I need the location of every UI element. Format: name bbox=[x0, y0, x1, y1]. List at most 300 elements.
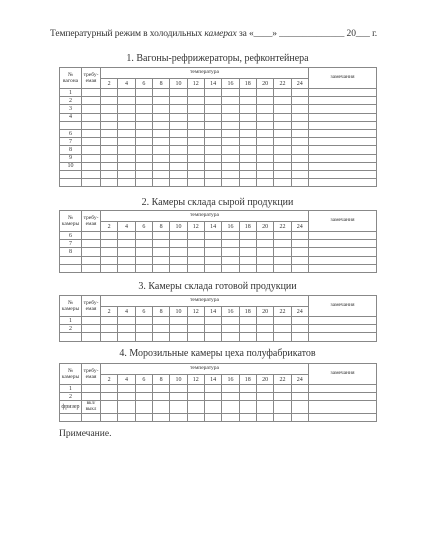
temp-reading-cell[interactable] bbox=[204, 113, 221, 121]
temp-reading-cell[interactable] bbox=[101, 179, 118, 187]
temp-reading-cell[interactable] bbox=[274, 413, 291, 421]
temp-reading-cell[interactable] bbox=[187, 256, 204, 264]
required-temp-cell[interactable] bbox=[82, 97, 101, 105]
temp-reading-cell[interactable] bbox=[291, 170, 308, 178]
temp-reading-cell[interactable] bbox=[152, 248, 169, 256]
temp-reading-cell[interactable] bbox=[256, 89, 273, 97]
temp-reading-cell[interactable] bbox=[239, 89, 256, 97]
remarks-cell[interactable] bbox=[308, 105, 376, 113]
temp-reading-cell[interactable] bbox=[101, 121, 118, 129]
temp-reading-cell[interactable] bbox=[152, 105, 169, 113]
temp-reading-cell[interactable] bbox=[101, 89, 118, 97]
temp-reading-cell[interactable] bbox=[291, 89, 308, 97]
temp-reading-cell[interactable] bbox=[256, 162, 273, 170]
temp-reading-cell[interactable] bbox=[118, 413, 135, 421]
temp-reading-cell[interactable] bbox=[222, 413, 239, 421]
temp-reading-cell[interactable] bbox=[256, 113, 273, 121]
temp-reading-cell[interactable] bbox=[222, 154, 239, 162]
remarks-cell[interactable] bbox=[308, 256, 376, 264]
temp-reading-cell[interactable] bbox=[170, 105, 187, 113]
temp-reading-cell[interactable] bbox=[152, 170, 169, 178]
remarks-cell[interactable] bbox=[308, 97, 376, 105]
temp-reading-cell[interactable] bbox=[239, 325, 256, 333]
temp-reading-cell[interactable] bbox=[187, 240, 204, 248]
temp-reading-cell[interactable] bbox=[274, 256, 291, 264]
temp-reading-cell[interactable] bbox=[152, 146, 169, 154]
temp-reading-cell[interactable] bbox=[204, 393, 221, 401]
temp-reading-cell[interactable] bbox=[152, 317, 169, 325]
temp-reading-cell[interactable] bbox=[222, 146, 239, 154]
required-temp-cell[interactable] bbox=[82, 256, 101, 264]
temp-reading-cell[interactable] bbox=[256, 248, 273, 256]
required-temp-cell[interactable] bbox=[82, 105, 101, 113]
temp-reading-cell[interactable] bbox=[170, 248, 187, 256]
temp-reading-cell[interactable] bbox=[256, 121, 273, 129]
temp-reading-cell[interactable] bbox=[256, 232, 273, 240]
temp-reading-cell[interactable] bbox=[239, 232, 256, 240]
temp-reading-cell[interactable] bbox=[152, 179, 169, 187]
temp-reading-cell[interactable] bbox=[101, 170, 118, 178]
temp-reading-cell[interactable] bbox=[291, 121, 308, 129]
temp-reading-cell[interactable] bbox=[239, 154, 256, 162]
temp-reading-cell[interactable] bbox=[152, 138, 169, 146]
temp-reading-cell[interactable] bbox=[101, 129, 118, 137]
required-temp-cell[interactable] bbox=[82, 333, 101, 341]
temp-reading-cell[interactable] bbox=[222, 105, 239, 113]
temp-reading-cell[interactable] bbox=[291, 232, 308, 240]
temp-reading-cell[interactable] bbox=[204, 240, 221, 248]
required-temp-cell[interactable] bbox=[82, 264, 101, 272]
temp-reading-cell[interactable] bbox=[152, 401, 169, 414]
remarks-cell[interactable] bbox=[308, 264, 376, 272]
temp-reading-cell[interactable] bbox=[101, 232, 118, 240]
temp-reading-cell[interactable] bbox=[222, 97, 239, 105]
temp-reading-cell[interactable] bbox=[118, 162, 135, 170]
temp-reading-cell[interactable] bbox=[152, 154, 169, 162]
temp-reading-cell[interactable] bbox=[239, 121, 256, 129]
temp-reading-cell[interactable] bbox=[187, 154, 204, 162]
temp-reading-cell[interactable] bbox=[118, 146, 135, 154]
temp-reading-cell[interactable] bbox=[204, 317, 221, 325]
temp-reading-cell[interactable] bbox=[291, 113, 308, 121]
temp-reading-cell[interactable] bbox=[256, 105, 273, 113]
remarks-cell[interactable] bbox=[308, 333, 376, 341]
temp-reading-cell[interactable] bbox=[256, 393, 273, 401]
temp-reading-cell[interactable] bbox=[239, 317, 256, 325]
required-temp-cell[interactable] bbox=[82, 240, 101, 248]
temp-reading-cell[interactable] bbox=[135, 232, 152, 240]
temp-reading-cell[interactable] bbox=[170, 385, 187, 393]
temp-reading-cell[interactable] bbox=[187, 162, 204, 170]
temp-reading-cell[interactable] bbox=[170, 121, 187, 129]
temp-reading-cell[interactable] bbox=[152, 240, 169, 248]
required-temp-cell[interactable] bbox=[82, 413, 101, 421]
required-temp-cell[interactable] bbox=[82, 162, 101, 170]
temp-reading-cell[interactable] bbox=[222, 385, 239, 393]
temp-reading-cell[interactable] bbox=[187, 121, 204, 129]
temp-reading-cell[interactable] bbox=[274, 138, 291, 146]
temp-reading-cell[interactable] bbox=[170, 232, 187, 240]
temp-reading-cell[interactable] bbox=[101, 401, 118, 414]
temp-reading-cell[interactable] bbox=[291, 393, 308, 401]
temp-reading-cell[interactable] bbox=[118, 89, 135, 97]
temp-reading-cell[interactable] bbox=[135, 317, 152, 325]
temp-reading-cell[interactable] bbox=[101, 317, 118, 325]
remarks-cell[interactable] bbox=[308, 317, 376, 325]
temp-reading-cell[interactable] bbox=[239, 113, 256, 121]
temp-reading-cell[interactable] bbox=[152, 264, 169, 272]
temp-reading-cell[interactable] bbox=[101, 248, 118, 256]
temp-reading-cell[interactable] bbox=[170, 325, 187, 333]
temp-reading-cell[interactable] bbox=[256, 170, 273, 178]
temp-reading-cell[interactable] bbox=[239, 401, 256, 414]
temp-reading-cell[interactable] bbox=[204, 146, 221, 154]
temp-reading-cell[interactable] bbox=[101, 240, 118, 248]
temp-reading-cell[interactable] bbox=[204, 129, 221, 137]
temp-reading-cell[interactable] bbox=[239, 413, 256, 421]
temp-reading-cell[interactable] bbox=[170, 138, 187, 146]
temp-reading-cell[interactable] bbox=[222, 325, 239, 333]
temp-reading-cell[interactable] bbox=[118, 154, 135, 162]
temp-reading-cell[interactable] bbox=[187, 105, 204, 113]
temp-reading-cell[interactable] bbox=[101, 264, 118, 272]
temp-reading-cell[interactable] bbox=[170, 179, 187, 187]
temp-reading-cell[interactable] bbox=[204, 89, 221, 97]
temp-reading-cell[interactable] bbox=[239, 179, 256, 187]
temp-reading-cell[interactable] bbox=[118, 170, 135, 178]
temp-reading-cell[interactable] bbox=[135, 240, 152, 248]
temp-reading-cell[interactable] bbox=[204, 232, 221, 240]
temp-reading-cell[interactable] bbox=[274, 154, 291, 162]
temp-reading-cell[interactable] bbox=[152, 413, 169, 421]
temp-reading-cell[interactable] bbox=[170, 240, 187, 248]
required-temp-cell[interactable] bbox=[82, 146, 101, 154]
temp-reading-cell[interactable] bbox=[187, 179, 204, 187]
temp-reading-cell[interactable] bbox=[204, 179, 221, 187]
temp-reading-cell[interactable] bbox=[239, 138, 256, 146]
temp-reading-cell[interactable] bbox=[239, 248, 256, 256]
temp-reading-cell[interactable] bbox=[291, 240, 308, 248]
temp-reading-cell[interactable] bbox=[135, 248, 152, 256]
temp-reading-cell[interactable] bbox=[187, 89, 204, 97]
temp-reading-cell[interactable] bbox=[239, 240, 256, 248]
temp-reading-cell[interactable] bbox=[101, 413, 118, 421]
temp-reading-cell[interactable] bbox=[101, 333, 118, 341]
temp-reading-cell[interactable] bbox=[101, 393, 118, 401]
temp-reading-cell[interactable] bbox=[118, 385, 135, 393]
temp-reading-cell[interactable] bbox=[187, 146, 204, 154]
temp-reading-cell[interactable] bbox=[274, 240, 291, 248]
temp-reading-cell[interactable] bbox=[274, 105, 291, 113]
temp-reading-cell[interactable] bbox=[256, 129, 273, 137]
required-temp-cell[interactable] bbox=[82, 179, 101, 187]
temp-reading-cell[interactable] bbox=[274, 232, 291, 240]
temp-reading-cell[interactable] bbox=[256, 385, 273, 393]
temp-reading-cell[interactable] bbox=[204, 333, 221, 341]
temp-reading-cell[interactable] bbox=[291, 264, 308, 272]
temp-reading-cell[interactable] bbox=[204, 325, 221, 333]
remarks-cell[interactable] bbox=[308, 121, 376, 129]
temp-reading-cell[interactable] bbox=[274, 325, 291, 333]
temp-reading-cell[interactable] bbox=[204, 121, 221, 129]
temp-reading-cell[interactable] bbox=[170, 162, 187, 170]
temp-reading-cell[interactable] bbox=[170, 129, 187, 137]
temp-reading-cell[interactable] bbox=[135, 146, 152, 154]
temp-reading-cell[interactable] bbox=[222, 113, 239, 121]
remarks-cell[interactable] bbox=[308, 154, 376, 162]
temp-reading-cell[interactable] bbox=[118, 121, 135, 129]
temp-reading-cell[interactable] bbox=[291, 256, 308, 264]
temp-reading-cell[interactable] bbox=[118, 240, 135, 248]
temp-reading-cell[interactable] bbox=[152, 89, 169, 97]
remarks-cell[interactable] bbox=[308, 170, 376, 178]
required-temp-cell[interactable] bbox=[82, 232, 101, 240]
temp-reading-cell[interactable] bbox=[274, 333, 291, 341]
temp-reading-cell[interactable] bbox=[152, 385, 169, 393]
temp-reading-cell[interactable] bbox=[152, 113, 169, 121]
temp-reading-cell[interactable] bbox=[239, 264, 256, 272]
temp-reading-cell[interactable] bbox=[204, 248, 221, 256]
temp-reading-cell[interactable] bbox=[187, 138, 204, 146]
temp-reading-cell[interactable] bbox=[135, 129, 152, 137]
temp-reading-cell[interactable] bbox=[274, 385, 291, 393]
temp-reading-cell[interactable] bbox=[170, 317, 187, 325]
temp-reading-cell[interactable] bbox=[135, 170, 152, 178]
temp-reading-cell[interactable] bbox=[291, 179, 308, 187]
temp-reading-cell[interactable] bbox=[101, 154, 118, 162]
temp-reading-cell[interactable] bbox=[256, 179, 273, 187]
temp-reading-cell[interactable] bbox=[291, 325, 308, 333]
temp-reading-cell[interactable] bbox=[222, 264, 239, 272]
temp-reading-cell[interactable] bbox=[256, 317, 273, 325]
temp-reading-cell[interactable] bbox=[274, 129, 291, 137]
temp-reading-cell[interactable] bbox=[222, 89, 239, 97]
temp-reading-cell[interactable] bbox=[291, 162, 308, 170]
temp-reading-cell[interactable] bbox=[118, 138, 135, 146]
required-temp-cell[interactable] bbox=[82, 154, 101, 162]
temp-reading-cell[interactable] bbox=[135, 401, 152, 414]
temp-reading-cell[interactable] bbox=[152, 232, 169, 240]
temp-reading-cell[interactable] bbox=[101, 113, 118, 121]
temp-reading-cell[interactable] bbox=[222, 401, 239, 414]
temp-reading-cell[interactable] bbox=[152, 121, 169, 129]
remarks-cell[interactable] bbox=[308, 129, 376, 137]
remarks-cell[interactable] bbox=[308, 393, 376, 401]
temp-reading-cell[interactable] bbox=[170, 393, 187, 401]
temp-reading-cell[interactable] bbox=[118, 401, 135, 414]
remarks-cell[interactable] bbox=[308, 413, 376, 421]
temp-reading-cell[interactable] bbox=[170, 89, 187, 97]
remarks-cell[interactable] bbox=[308, 162, 376, 170]
temp-reading-cell[interactable] bbox=[135, 121, 152, 129]
temp-reading-cell[interactable] bbox=[239, 333, 256, 341]
temp-reading-cell[interactable] bbox=[187, 413, 204, 421]
temp-reading-cell[interactable] bbox=[204, 413, 221, 421]
remarks-cell[interactable] bbox=[308, 113, 376, 121]
temp-reading-cell[interactable] bbox=[274, 162, 291, 170]
temp-reading-cell[interactable] bbox=[222, 138, 239, 146]
required-temp-cell[interactable] bbox=[82, 121, 101, 129]
temp-reading-cell[interactable] bbox=[204, 162, 221, 170]
temp-reading-cell[interactable] bbox=[239, 256, 256, 264]
remarks-cell[interactable] bbox=[308, 146, 376, 154]
temp-reading-cell[interactable] bbox=[256, 154, 273, 162]
temp-reading-cell[interactable] bbox=[135, 179, 152, 187]
temp-reading-cell[interactable] bbox=[222, 333, 239, 341]
temp-reading-cell[interactable] bbox=[274, 179, 291, 187]
temp-reading-cell[interactable] bbox=[101, 385, 118, 393]
temp-reading-cell[interactable] bbox=[187, 401, 204, 414]
temp-reading-cell[interactable] bbox=[135, 113, 152, 121]
temp-reading-cell[interactable] bbox=[239, 97, 256, 105]
temp-reading-cell[interactable] bbox=[135, 333, 152, 341]
remarks-cell[interactable] bbox=[308, 401, 376, 414]
temp-reading-cell[interactable] bbox=[222, 248, 239, 256]
temp-reading-cell[interactable] bbox=[135, 393, 152, 401]
temp-reading-cell[interactable] bbox=[256, 138, 273, 146]
temp-reading-cell[interactable] bbox=[274, 248, 291, 256]
required-temp-cell[interactable] bbox=[82, 129, 101, 137]
required-temp-cell[interactable] bbox=[82, 89, 101, 97]
temp-reading-cell[interactable] bbox=[274, 146, 291, 154]
temp-reading-cell[interactable] bbox=[291, 154, 308, 162]
temp-reading-cell[interactable] bbox=[239, 162, 256, 170]
temp-reading-cell[interactable] bbox=[291, 248, 308, 256]
temp-reading-cell[interactable] bbox=[170, 264, 187, 272]
temp-reading-cell[interactable] bbox=[118, 333, 135, 341]
remarks-cell[interactable] bbox=[308, 89, 376, 97]
temp-reading-cell[interactable] bbox=[222, 240, 239, 248]
temp-reading-cell[interactable] bbox=[187, 385, 204, 393]
temp-reading-cell[interactable] bbox=[152, 162, 169, 170]
remarks-cell[interactable] bbox=[308, 138, 376, 146]
temp-reading-cell[interactable] bbox=[239, 385, 256, 393]
temp-reading-cell[interactable] bbox=[135, 264, 152, 272]
temp-reading-cell[interactable] bbox=[256, 325, 273, 333]
temp-reading-cell[interactable] bbox=[274, 393, 291, 401]
temp-reading-cell[interactable] bbox=[187, 97, 204, 105]
temp-reading-cell[interactable] bbox=[274, 401, 291, 414]
temp-reading-cell[interactable] bbox=[152, 97, 169, 105]
temp-reading-cell[interactable] bbox=[256, 413, 273, 421]
temp-reading-cell[interactable] bbox=[135, 154, 152, 162]
temp-reading-cell[interactable] bbox=[291, 129, 308, 137]
temp-reading-cell[interactable] bbox=[118, 317, 135, 325]
temp-reading-cell[interactable] bbox=[291, 385, 308, 393]
remarks-cell[interactable] bbox=[308, 385, 376, 393]
temp-reading-cell[interactable] bbox=[101, 97, 118, 105]
temp-reading-cell[interactable] bbox=[135, 97, 152, 105]
temp-reading-cell[interactable] bbox=[152, 256, 169, 264]
temp-reading-cell[interactable] bbox=[118, 256, 135, 264]
temp-reading-cell[interactable] bbox=[222, 317, 239, 325]
temp-reading-cell[interactable] bbox=[135, 138, 152, 146]
temp-reading-cell[interactable] bbox=[101, 105, 118, 113]
temp-reading-cell[interactable] bbox=[222, 129, 239, 137]
required-temp-cell[interactable] bbox=[82, 317, 101, 325]
temp-reading-cell[interactable] bbox=[187, 113, 204, 121]
remarks-cell[interactable] bbox=[308, 179, 376, 187]
required-temp-cell[interactable] bbox=[82, 325, 101, 333]
temp-reading-cell[interactable] bbox=[101, 146, 118, 154]
temp-reading-cell[interactable] bbox=[152, 129, 169, 137]
temp-reading-cell[interactable] bbox=[101, 138, 118, 146]
temp-reading-cell[interactable] bbox=[118, 264, 135, 272]
temp-reading-cell[interactable] bbox=[135, 385, 152, 393]
temp-reading-cell[interactable] bbox=[135, 105, 152, 113]
temp-reading-cell[interactable] bbox=[101, 256, 118, 264]
required-temp-cell[interactable] bbox=[82, 393, 101, 401]
temp-reading-cell[interactable] bbox=[239, 393, 256, 401]
temp-reading-cell[interactable] bbox=[256, 401, 273, 414]
temp-reading-cell[interactable] bbox=[118, 129, 135, 137]
temp-reading-cell[interactable] bbox=[135, 162, 152, 170]
temp-reading-cell[interactable] bbox=[118, 393, 135, 401]
temp-reading-cell[interactable] bbox=[256, 97, 273, 105]
temp-reading-cell[interactable] bbox=[187, 170, 204, 178]
remarks-cell[interactable] bbox=[308, 248, 376, 256]
temp-reading-cell[interactable] bbox=[291, 138, 308, 146]
freezer-status-cell[interactable]: вкл/ выкл bbox=[82, 401, 101, 414]
temp-reading-cell[interactable] bbox=[187, 129, 204, 137]
temp-reading-cell[interactable] bbox=[291, 105, 308, 113]
temp-reading-cell[interactable] bbox=[274, 121, 291, 129]
temp-reading-cell[interactable] bbox=[135, 413, 152, 421]
temp-reading-cell[interactable] bbox=[291, 97, 308, 105]
temp-reading-cell[interactable] bbox=[239, 170, 256, 178]
temp-reading-cell[interactable] bbox=[101, 162, 118, 170]
temp-reading-cell[interactable] bbox=[256, 264, 273, 272]
temp-reading-cell[interactable] bbox=[152, 325, 169, 333]
temp-reading-cell[interactable] bbox=[170, 256, 187, 264]
temp-reading-cell[interactable] bbox=[204, 105, 221, 113]
temp-reading-cell[interactable] bbox=[222, 121, 239, 129]
temp-reading-cell[interactable] bbox=[187, 333, 204, 341]
temp-reading-cell[interactable] bbox=[118, 97, 135, 105]
temp-reading-cell[interactable] bbox=[187, 317, 204, 325]
temp-reading-cell[interactable] bbox=[291, 401, 308, 414]
temp-reading-cell[interactable] bbox=[170, 401, 187, 414]
temp-reading-cell[interactable] bbox=[170, 154, 187, 162]
temp-reading-cell[interactable] bbox=[222, 179, 239, 187]
temp-reading-cell[interactable] bbox=[274, 264, 291, 272]
temp-reading-cell[interactable] bbox=[204, 138, 221, 146]
temp-reading-cell[interactable] bbox=[170, 333, 187, 341]
remarks-cell[interactable] bbox=[308, 232, 376, 240]
temp-reading-cell[interactable] bbox=[256, 240, 273, 248]
temp-reading-cell[interactable] bbox=[239, 146, 256, 154]
temp-reading-cell[interactable] bbox=[118, 105, 135, 113]
required-temp-cell[interactable] bbox=[82, 248, 101, 256]
temp-reading-cell[interactable] bbox=[170, 113, 187, 121]
temp-reading-cell[interactable] bbox=[274, 113, 291, 121]
temp-reading-cell[interactable] bbox=[170, 146, 187, 154]
temp-reading-cell[interactable] bbox=[118, 325, 135, 333]
temp-reading-cell[interactable] bbox=[222, 256, 239, 264]
temp-reading-cell[interactable] bbox=[291, 333, 308, 341]
temp-reading-cell[interactable] bbox=[170, 97, 187, 105]
temp-reading-cell[interactable] bbox=[222, 232, 239, 240]
temp-reading-cell[interactable] bbox=[135, 89, 152, 97]
temp-reading-cell[interactable] bbox=[291, 317, 308, 325]
temp-reading-cell[interactable] bbox=[222, 162, 239, 170]
required-temp-cell[interactable] bbox=[82, 385, 101, 393]
temp-reading-cell[interactable] bbox=[274, 97, 291, 105]
temp-reading-cell[interactable] bbox=[274, 89, 291, 97]
remarks-cell[interactable] bbox=[308, 240, 376, 248]
temp-reading-cell[interactable] bbox=[170, 170, 187, 178]
temp-reading-cell[interactable] bbox=[204, 256, 221, 264]
